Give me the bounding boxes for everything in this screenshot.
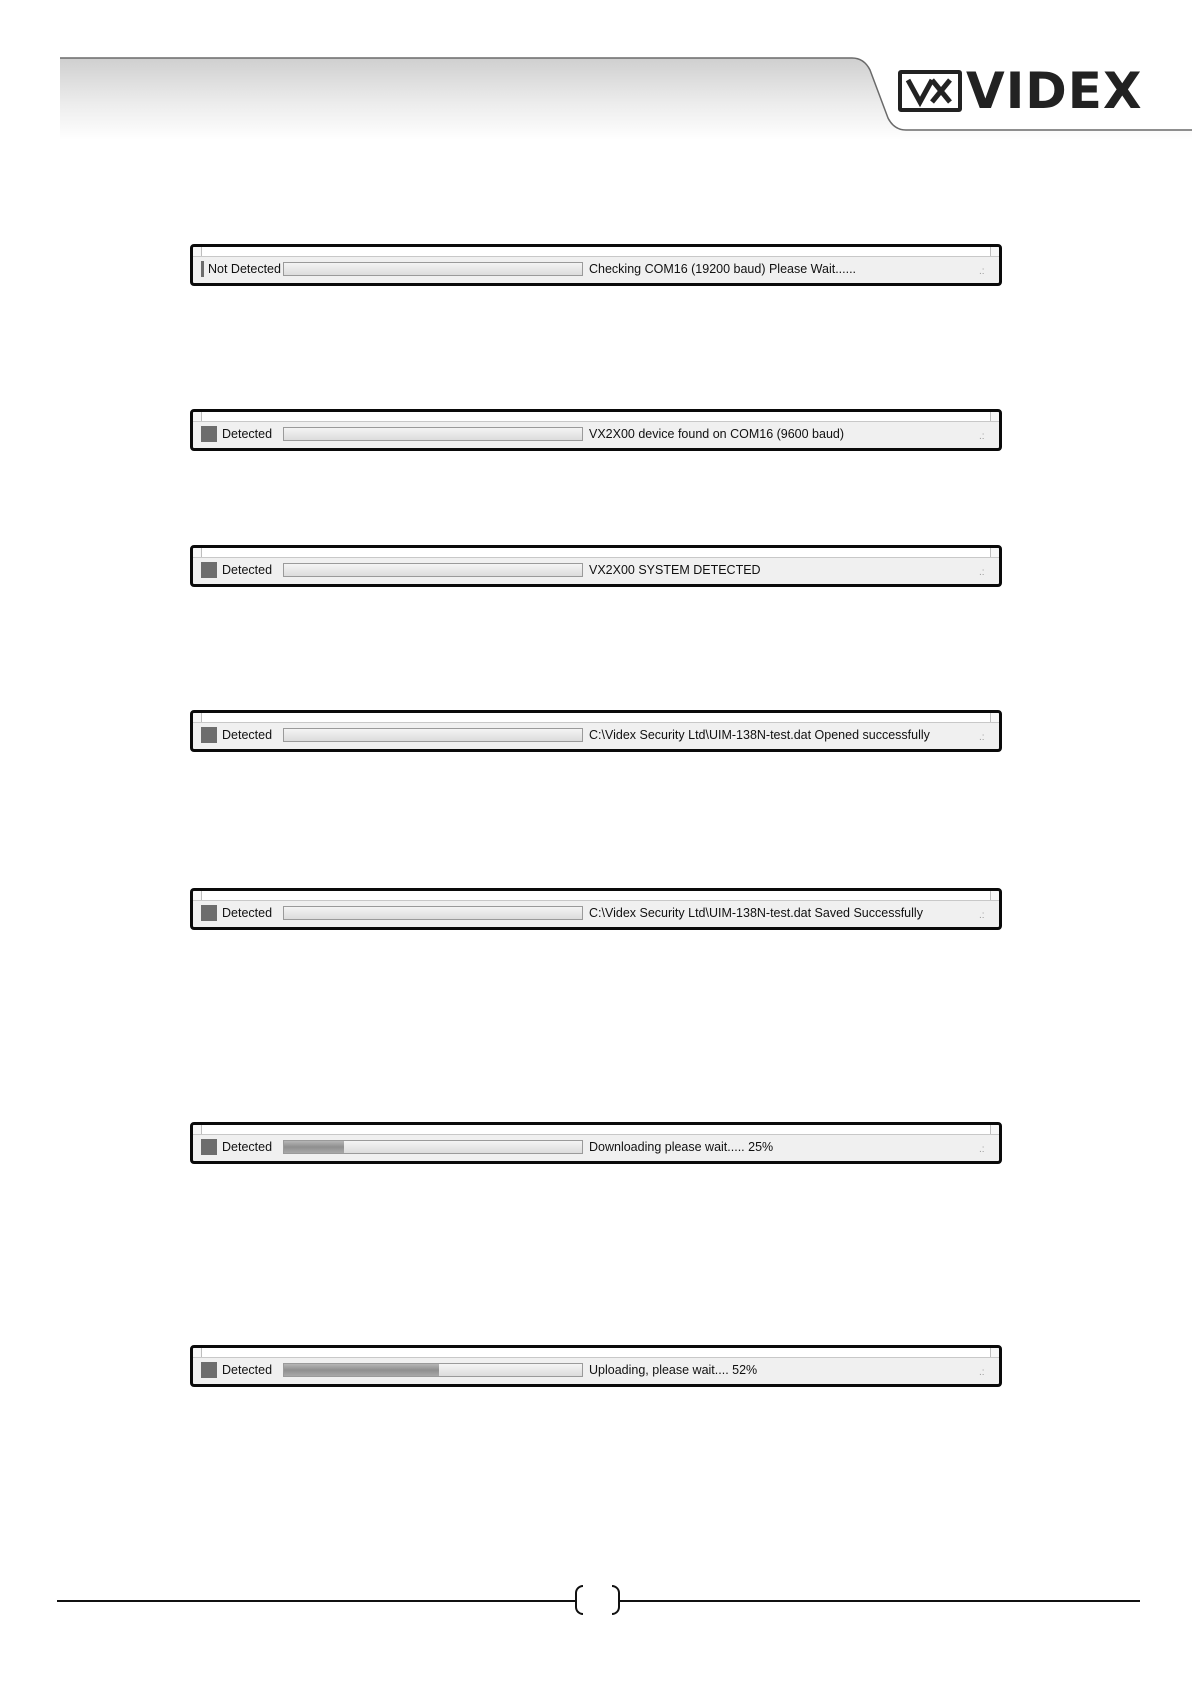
status-bar-top-edge [193, 713, 999, 723]
connection-state-label: Detected [222, 563, 273, 577]
status-bar [190, 409, 1002, 451]
resize-grip-icon[interactable]: .: [979, 567, 985, 578]
status-bar-top-edge [193, 548, 999, 558]
status-indicator-icon [201, 562, 217, 578]
status-bar [190, 545, 1002, 587]
page-number-bracket-right [612, 1585, 620, 1615]
connection-state-label: Detected [222, 427, 273, 441]
progress-fill [284, 1364, 439, 1376]
status-bar [190, 1122, 1002, 1164]
resize-grip-icon[interactable]: .: [979, 1367, 985, 1378]
status-bar-top-edge [193, 1125, 999, 1135]
status-bar [190, 888, 1002, 930]
connection-state-label: Detected [222, 1363, 273, 1377]
resize-grip-icon[interactable]: .: [979, 910, 985, 921]
resize-grip-icon[interactable]: .: [979, 266, 985, 277]
status-bar-top-edge [193, 412, 999, 422]
resize-grip-icon[interactable]: .: [979, 732, 985, 743]
progress-bar [283, 262, 583, 276]
status-message: VX2X00 SYSTEM DETECTED [589, 563, 761, 577]
status-indicator-icon [201, 261, 204, 277]
status-bar [190, 244, 1002, 286]
resize-grip-icon[interactable]: .: [979, 431, 985, 442]
logo-text: VIDEX [966, 62, 1143, 120]
status-bar [190, 1345, 1002, 1387]
footer-rule-right [620, 1600, 1140, 1602]
status-message: C:\Videx Security Ltd\UIM-138N-test.dat Saved Successfully [589, 906, 923, 920]
status-message: VX2X00 device found on COM16 (9600 baud) [589, 427, 845, 441]
status-message: Checking COM16 (19200 baud) Please Wait...... [589, 262, 857, 276]
status-indicator-icon [201, 1139, 217, 1155]
status-bar-top-edge [193, 891, 999, 901]
connection-state-label: Not Detected [208, 262, 281, 276]
status-message: C:\Videx Security Ltd\UIM-138N-test.dat Opened successfully [589, 728, 930, 742]
page-number-bracket-left [575, 1585, 583, 1615]
videx-logo [898, 62, 1143, 120]
status-message: Uploading, please wait.... 52% [589, 1363, 758, 1377]
progress-bar [283, 427, 583, 441]
connection-state-label: Detected [222, 906, 273, 920]
status-indicator-icon [201, 426, 217, 442]
progress-fill [284, 1141, 344, 1153]
logo-mark [898, 70, 962, 112]
status-bar [190, 710, 1002, 752]
connection-state-label: Detected [222, 1140, 273, 1154]
status-indicator-icon [201, 1362, 217, 1378]
progress-bar [283, 728, 583, 742]
connection-state-label: Detected [222, 728, 273, 742]
status-indicator-icon [201, 727, 217, 743]
progress-bar [283, 563, 583, 577]
resize-grip-icon[interactable]: .: [979, 1144, 985, 1155]
progress-bar [283, 1140, 583, 1154]
status-bar-top-edge [193, 247, 999, 257]
footer-rule-left [57, 1600, 577, 1602]
progress-bar [283, 906, 583, 920]
status-indicator-icon [201, 905, 217, 921]
status-message: Downloading please wait..... 25% [589, 1140, 774, 1154]
status-bar-top-edge [193, 1348, 999, 1358]
progress-bar [283, 1363, 583, 1377]
